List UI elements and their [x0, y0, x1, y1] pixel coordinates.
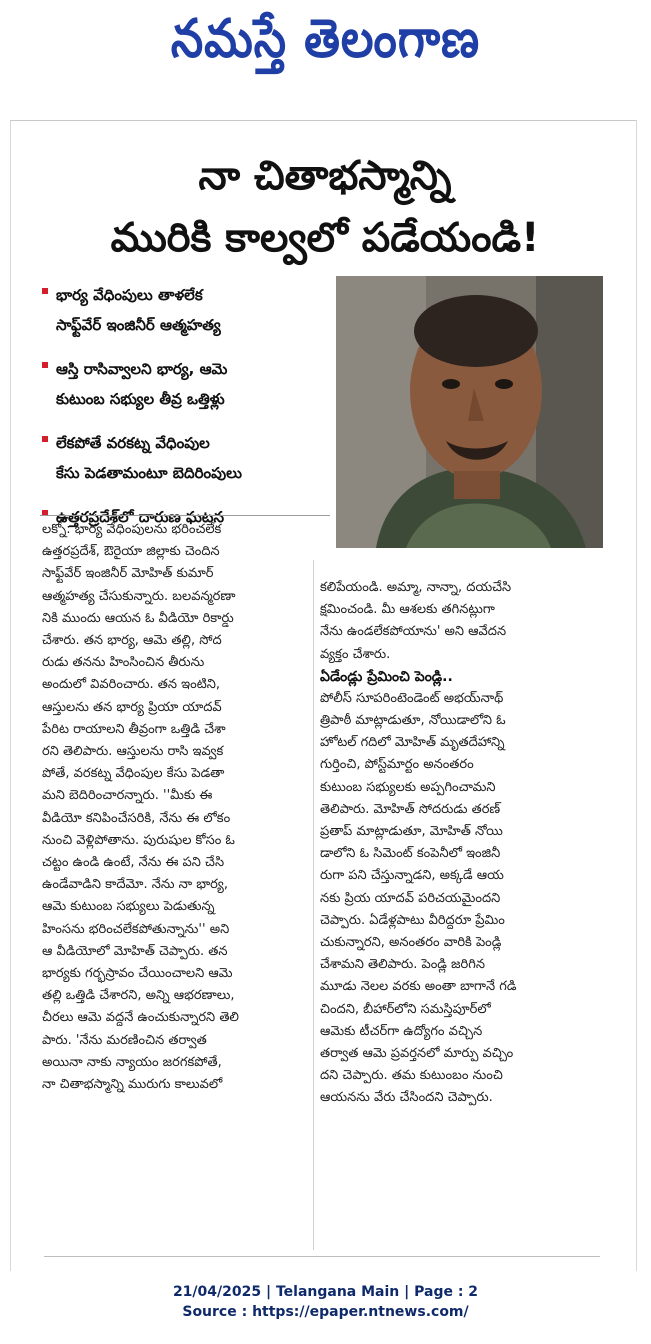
portrait-illustration [336, 276, 603, 548]
footer-source: Source : https://epaper.ntnews.com/ [182, 1304, 469, 1320]
article-line: నికి ముందు ఆయన ఓ వీడియో రికార్డు [42, 610, 234, 626]
article-line: చేశామని తెలిపారు. పెండ్లి జరిగిన [320, 957, 485, 973]
bullet-square-icon [42, 362, 48, 368]
bullet-square-icon [42, 436, 48, 442]
article-line: కుటుంబ సభ్యులకు అప్పగించామని [320, 779, 496, 795]
highlight-bullets [42, 280, 327, 546]
article-line: నకు ప్రియ యాదవ్ పరిచయమైందని [320, 890, 501, 906]
clipping-bottom-rule [44, 1256, 600, 1257]
newspaper-logo: నమస్తే తెలంగాణ [170, 7, 481, 70]
article-line: క్షమించండి. మీ ఆశలకు తగినట్లుగా [320, 602, 495, 618]
article-right-column [320, 577, 603, 1110]
article-line: చట్టం ఉండి ఉంటే, నేను ఈ పని చేసి [42, 855, 225, 871]
article-line: హోటల్ గదిలో మోహిత్ మృతదేహాన్ని [320, 735, 505, 751]
article-line: లక్నో: భార్య వేధింపులను భరించలేక [42, 522, 222, 537]
article-line: గుర్తించి, పోస్ట్‌మార్టం అనంతరం [320, 757, 474, 773]
article-line: అందులో వివరించారు. తన ఇంటిని, [42, 677, 220, 693]
article-line: వ్యక్తం చేశారు. [320, 646, 391, 662]
article-line: పోలీస్ సూపరింటెండెంట్ అభయ్‌నాథ్ [320, 690, 504, 706]
article-line: కలిపేయండి. అమ్మా, నాన్నా, దయచేసి [320, 580, 512, 595]
article-line: రుడు తనను హింసించిన తీరును [42, 655, 205, 671]
article-line: ఆస్తులను తన భార్య ప్రియా యాదవ్ [42, 699, 222, 715]
article-line: రుగా పని చేస్తున్నాడని, అక్కడే ఆయ [320, 868, 504, 884]
article-line: ప్రతాప్ మాట్లాడుతూ, మోహిత్ నోయి [320, 824, 503, 840]
bullet-item [42, 428, 327, 488]
article-line: ఆమె కుటుంబ సభ్యులు పెడుతున్న [42, 899, 215, 915]
bullet-text: కుటుంబ సభ్యుల తీవ్ర ఒత్తిళ్లు [56, 390, 225, 408]
headline-line-2: మురికి కాల్వలో పడేయండి! [110, 215, 540, 261]
headline-line-1: నా చితాభస్మాన్ని [198, 153, 452, 199]
article-line: చేశారు. తన భార్య, ఆమె తల్లి, సోద [42, 633, 222, 649]
article-line: చెప్పారు. ఏడేళ్లపాటు వీరిద్దరూ ప్రేమిం [320, 912, 505, 928]
column-divider [313, 560, 314, 1250]
article-line: ఉండేవాడిని కాదేమో. నేను నా భార్య, [42, 877, 228, 893]
article-line: చిందని, బీహార్‌లోని సమస్తిపూర్‌లో [320, 1001, 491, 1017]
bullet-item [42, 354, 327, 414]
article-line: నా చితాభస్మాన్ని మురుగు కాలువలో [42, 1077, 223, 1093]
article-line: డాలోని ఓ సిమెంట్ కంపెనీలో ఇంజినీ [320, 846, 501, 862]
article-line: చుకున్నారని, అనంతరం వారికి పెండ్లి [320, 935, 502, 951]
bullet-square-icon [42, 288, 48, 294]
bullets-divider [40, 515, 330, 516]
masthead [0, 0, 651, 96]
article-line: ఆత్మహత్య చేసుకున్నారు. బలవన్మరణా [42, 588, 236, 604]
article-line: ఆయనను వేరు చేసిందని చెప్పారు. [320, 1090, 493, 1106]
article-line: నేను ఉండలేకపోయాను' అని ఆవేదన [320, 624, 507, 640]
article-left-column [42, 519, 307, 1096]
article-line: దని చెప్పారు. తమ కుటుంబం నుంచి [320, 1068, 503, 1084]
article-line: భార్యకు గర్భస్రావం చేయించాలని ఆమె [42, 966, 233, 982]
article-line: త్రిపాఠీ మాట్లాడుతూ, నోయిడాలోని ఓ [320, 713, 506, 729]
bullet-text: లేకపోతే వరకట్న వేధింపుల [56, 434, 210, 452]
article-line: పారు. 'నేను మరణించిన తర్వాత [42, 1032, 207, 1048]
bullet-item [42, 280, 327, 340]
bullet-text: ఉత్తరప్రదేశ్‌లో దారుణ ఘటన [56, 508, 224, 526]
article-line: తల్లి ఒత్తిడి చేశారని, అన్ని ఆభరణాలు, [42, 988, 235, 1004]
article-line: ఉత్తరప్రదేశ్, ఔరైయా జిల్లాకు చెందిన [42, 544, 220, 560]
bullet-text: భార్య వేధింపులు తాళలేక [56, 286, 203, 304]
article-line: మూడు నెలల వరకు అంతా బాగానే గడి [320, 979, 517, 995]
article-line: హింసను భరించలేకపోతున్నాను'' అని [42, 921, 230, 937]
article-line: మని బెదిరించారన్నారు. ''మీకు ఈ [42, 788, 213, 804]
article-line: అయినా నాకు న్యాయం జరగకపోతే, [42, 1054, 222, 1070]
article-line: రని తెలిపారు. ఆస్తులను రాసి ఇవ్వక [42, 744, 224, 760]
article-line: సాఫ్ట్‌వేర్ ఇంజినీర్ మోహిత్ కుమార్ [42, 566, 214, 582]
article-line: చీరలు ఆమె వద్దనే ఉంచుకున్నారని తెలి [42, 1010, 239, 1026]
footer-date-edition: 21/04/2025 | Telangana Main | Page : 2 [172, 1284, 479, 1300]
article-line: పేరిట రాయాలని తీవ్రంగా ఒత్తిడి చేశా [42, 721, 226, 737]
article-line: ఆమెకు టీచర్‌గా ఉద్యోగం వచ్చిన [320, 1023, 483, 1039]
article-line: నుంచి వెళ్లిపోతాను. పురుషుల కోసం ఓ [42, 832, 235, 848]
bullet-text: సాఫ్ట్‌వేర్ ఇంజినీర్ ఆత్మహత్య [56, 316, 221, 334]
article-line: తెలిపారు. మోహిత్ సోదరుడు తరణ్ [320, 801, 501, 817]
bullet-text: కేసు పెడతామంటూ బెదిరింపులు [56, 464, 242, 482]
article-line: తర్వాత ఆమె ప్రవర్తనలో మార్పు వచ్చిం [320, 1046, 514, 1062]
bullet-text: ఆస్తి రాసివ్వాలని భార్య, ఆమె [56, 360, 228, 378]
article-line: ఆ వీడియోలో మోహిత్ చెప్పారు. తన [42, 943, 228, 959]
victim-photo [336, 276, 603, 548]
article-line: వీడియో కనిపించేసరికి, నేను ఈ లోకం [42, 810, 231, 826]
article-line: పోతే, వరకట్న వేధింపుల కేసు పెడతా [42, 766, 225, 782]
article-subheading: ఏడేండ్లు ప్రేమించి పెండ్లి.. [320, 668, 453, 685]
